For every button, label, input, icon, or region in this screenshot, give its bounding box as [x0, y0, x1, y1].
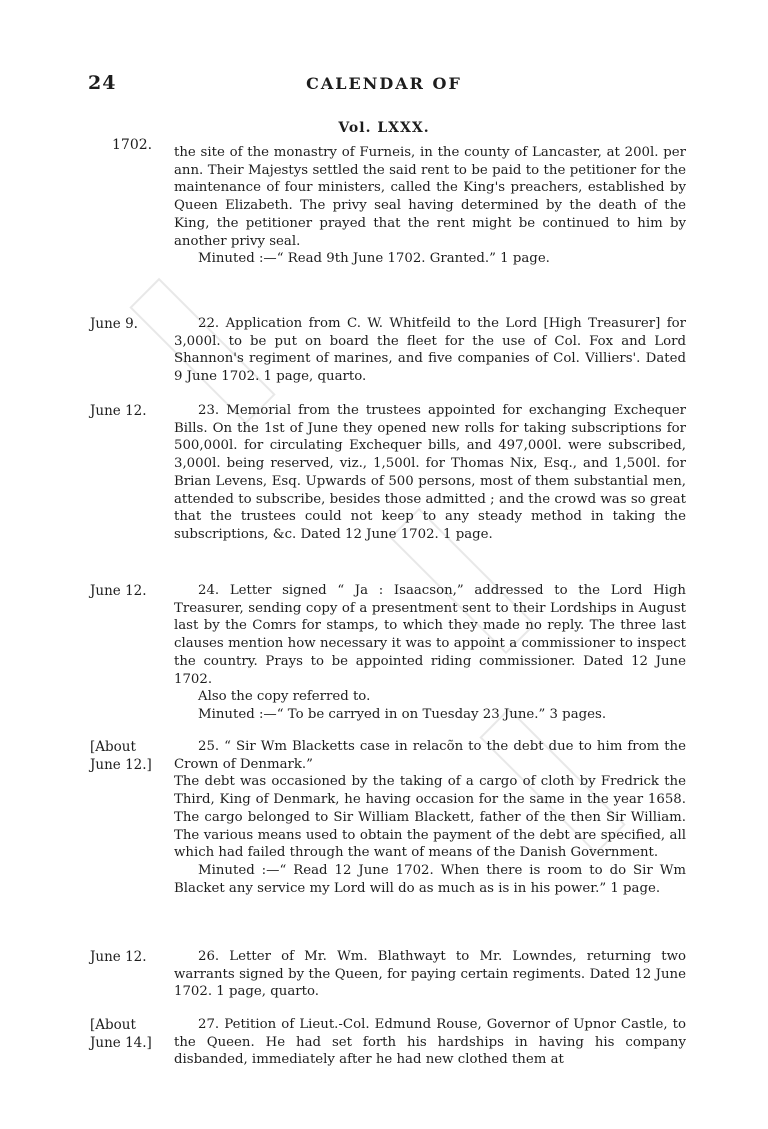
entry-body: [174, 582, 686, 724]
entry-paragraph: The debt was occasioned by the taking of a cargo of cloth by Fredrick the Third, King of Denmark, he having occasion for the same in the year 1658. The cargo belonged to Sir William Blackett, father of the then Sir William. The various means used to obtain the payment of the debt are specified, all which had failed through the want of means of the Danish Government.: [174, 774, 686, 861]
entry-date: [90, 1016, 160, 1052]
entry-paragraph: 25. “ Sir Wm Blacketts case in relacõn to the debt due to him from the Crown of Denmark.”: [174, 739, 686, 772]
entry-body: [174, 738, 686, 897]
entry-date-line: June 9.: [90, 316, 138, 332]
entry-paragraph: 26. Letter of Mr. Wm. Blathwayt to Mr. Lowndes, returning two warrants signed by the Queen, for paying certain regiments. Dated 12 June 1702. 1 page, quarto.: [174, 949, 686, 1000]
entry-body: [174, 402, 686, 544]
entry-date-line: June 12.: [90, 403, 147, 419]
entry-date: [90, 582, 160, 600]
entry-paragraph: 22. Application from C. W. Whitfeild to the Lord [High Treasurer] for 3,000l. to be put on board the fleet for the use of Col. Fox and Lord Shannon's regiment of marines, and five companies of Col. Villiers'. Dated 9 June 1702. 1 page, quarto.: [174, 316, 686, 385]
entry-body: [174, 1016, 686, 1069]
entry-minute: Minuted :—“ To be carryed in on Tuesday 23 June.” 3 pages.: [198, 706, 607, 722]
entry-paragraph: 24. Letter signed “ Ja : Isaacson,” addressed to the Lord High Treasurer, sending copy of a presentment sent to their Lordships in August last by the Comrs for stamps, to which they made no reply. The three last clauses mention how necessary it was to appoint a commissioner to inspect the country. Prays to be appointed riding commissioner. Dated 12 June 1702.: [174, 583, 686, 687]
entry-date-line: [About: [90, 1017, 136, 1033]
entry-date-line: June 12.]: [90, 757, 152, 773]
entry-paragraph: 23. Memorial from the trustees appointed for exchanging Exchequer Bills. On the 1st of June they opened new rolls for taking subscriptions for 500,000l. for circulating Exchequer bills, and 497,000l. were subscribed, 3,000l. being reserved, viz., 1,500l. for Thomas Nix, Esq., and 1,500l. for Brian Levens, Esq. Upwards of 500 persons, most of them substantial men, attended to subscribe, besides those admitted ; and the crowd was so great that the trustees could not keep to any steady method in taking the subscriptions, &c. Dated 12 June 1702. 1 page.: [174, 403, 686, 542]
entry-date-line: June 12.: [90, 583, 147, 599]
page-number: 24: [88, 72, 117, 94]
entry-paragraph: the site of the monastry of Furneis, in the county of Lancaster, at 200l. per ann. Their Majestys settled the said rent to be paid to the petitioner for the maintenance of four ministers, called the King's preachers, established by Queen Elizabeth. The privy seal having determined by the death of the King, the petitioner prayed that the rent might be continued to him by another privy seal.: [174, 145, 686, 249]
entry-body: [174, 948, 686, 1001]
entry-date-line: [About: [90, 739, 136, 755]
entry-body: [174, 315, 686, 386]
entry-date: [90, 738, 160, 774]
entry-date-line: June 12.: [90, 949, 147, 965]
entry-body: [174, 144, 686, 268]
entry-date-line: June 14.]: [90, 1035, 152, 1051]
entry-date: [90, 948, 160, 966]
volume-heading: Vol. LXXX.: [338, 120, 430, 136]
entry-date: [90, 315, 160, 333]
margin-year: 1702.: [112, 137, 153, 153]
entry-date: [90, 402, 160, 420]
entry-paragraph: Also the copy referred to.: [198, 689, 371, 705]
entry-minute: Minuted :—“ Read 12 June 1702. When there is room to do Sir Wm Blacket any service my Lord will do as much as is in his power.” 1 page.: [174, 862, 686, 896]
running-title: CALENDAR OF: [306, 74, 462, 93]
entry-paragraph: 27. Petition of Lieut.-Col. Edmund Rouse, Governor of Upnor Castle, to the Queen. He had set forth his hardships in having his company disbanded, immediately after he had new clothed them at: [174, 1017, 686, 1068]
entry-minute: Minuted :—“ Read 9th June 1702. Granted.” 1 page.: [198, 251, 550, 267]
